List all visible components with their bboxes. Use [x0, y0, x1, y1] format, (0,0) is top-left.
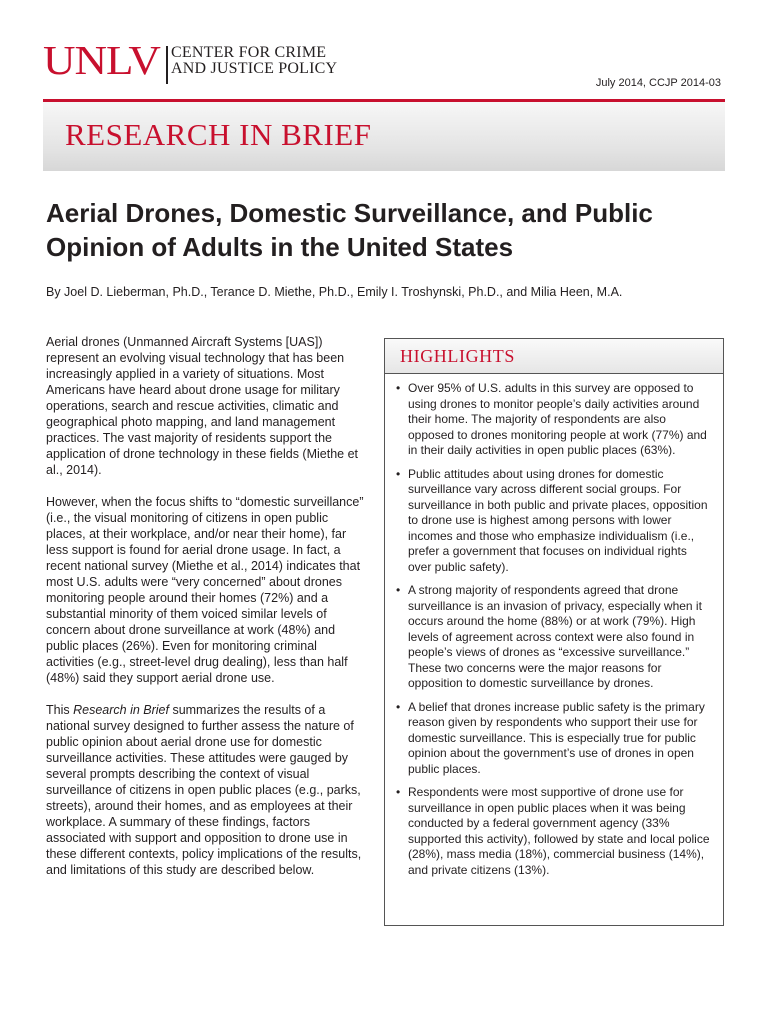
publication-date: July 2014, CCJP 2014-03 [595, 77, 721, 89]
highlights-header [385, 339, 723, 374]
banner-title: RESEARCH IN BRIEF [65, 117, 372, 152]
para3-italic-title: Research in Brief [73, 703, 169, 717]
highlight-item [396, 700, 713, 778]
body-paragraph-2: However, when the focus shifts to “domestic surveillance” (i.e., the visual monitoring of citizens in open public places, at their workplace, and/or near their home), far less support is found for aerial drone usage. In fact, a recent national survey (Miethe et al., 2014) indicates that most U.S. adults were “very concerned” about drones monitoring people around their homes (72%) and a substantial minority of them voiced similar levels of concern about drone surveillance at work (48%) and public places (26%). Even for monitoring criminal activities (e.g., street-level drug dealing), less than half (48%) said they support aerial drone use. [46, 495, 364, 685]
highlight-text: A strong majority of respondents agreed that drone surveillance is an invasion of privacy, especially when it occurs around the home (88%) or at work (79%). High levels of agreement across context were also found in people’s views of drones as “excessive surveillance.” These two concerns were the major reasons for opposition to domestic surveillance by drones. [408, 583, 702, 690]
highlight-text: Respondents were most supportive of drone use for surveillance in open public places when it was being conducted by a federal government agency (33% supported this activity), followed by state and local police (28%), mass media (18%), commercial business (14%), and private citizens (13%). [408, 785, 710, 877]
highlight-text: Public attitudes about using drones for domestic surveillance vary across different social groups. For surveillance in both public and private places, opposition to drone use is highest among persons with lower incomes and those who emphasize individualism (i.e., prefer a government that focuses on individual rights over public safety). [408, 466, 708, 574]
highlights-box [384, 338, 724, 926]
para3-lead: This [46, 703, 74, 717]
highlight-text: Over 95% of U.S. adults in this survey are opposed to using drones to monitor people’s daily activities around their home. The majority of respondents are also opposed to drones monitoring people at work (77%) and in their daily activities in open public places (63%). [408, 381, 707, 457]
center-name-line2: AND JUSTICE POLICY [171, 60, 338, 77]
research-in-brief-banner [43, 99, 725, 171]
unlv-logo: UNLV [43, 37, 160, 84]
highlights-heading: HIGHLIGHTS [400, 346, 515, 366]
center-name-line1: CENTER FOR CRIME [171, 44, 327, 61]
highlight-item [396, 467, 713, 576]
highlight-item [396, 785, 713, 878]
body-paragraph-3 [46, 702, 366, 878]
highlight-item [396, 381, 713, 459]
bullet-icon: • [396, 466, 401, 481]
article-title: Aerial Drones, Domestic Surveillance, and Public Opinion of Adults in the United States [46, 198, 653, 262]
bullet-icon: • [396, 699, 401, 714]
bullet-icon: • [396, 381, 401, 395]
highlights-list [385, 374, 723, 878]
highlight-item [396, 583, 713, 692]
body-column [46, 334, 366, 878]
para3-rest: summarizes the results of a national survey designed to further assess the nature of public opinion about aerial drone use for domestic surveillance activities. These attitudes were gauged by several prompts describing the context of visual surveillance of citizens in open public places (e.g., parks, streets), around their homes, and as employees at their workplace. A summary of these findings, factors associated with support and opposition to drone use in these different contexts, policy implications of the results, and limitations of this study are described below. [46, 703, 362, 877]
body-paragraph-1: Aerial drones (Unmanned Aircraft Systems [UAS]) represent an evolving visual technology that has been increasingly applied in a variety of situations. Most Americans have heard about drone usage for military operations, search and rescue activities, climatic and geographical photo mapping, and land management practices. The vast majority of residents support the application of drone technology in these fields (Miethe et al., 2014). [46, 335, 358, 477]
bullet-icon: • [396, 583, 401, 597]
logo-divider [166, 46, 168, 84]
highlight-text: A belief that drones increase public safety is the primary reason given by respondents who support their use for domestic surveillance. This is especially true for public opinion about the government’s use of drones in open public places. [408, 699, 705, 776]
center-name [171, 45, 337, 77]
article-authors: By Joel D. Lieberman, Ph.D., Terance D. Miethe, Ph.D., Emily I. Troshynski, Ph.D., and Milia Heen, M.A. [46, 285, 623, 299]
bullet-icon: • [396, 785, 401, 799]
